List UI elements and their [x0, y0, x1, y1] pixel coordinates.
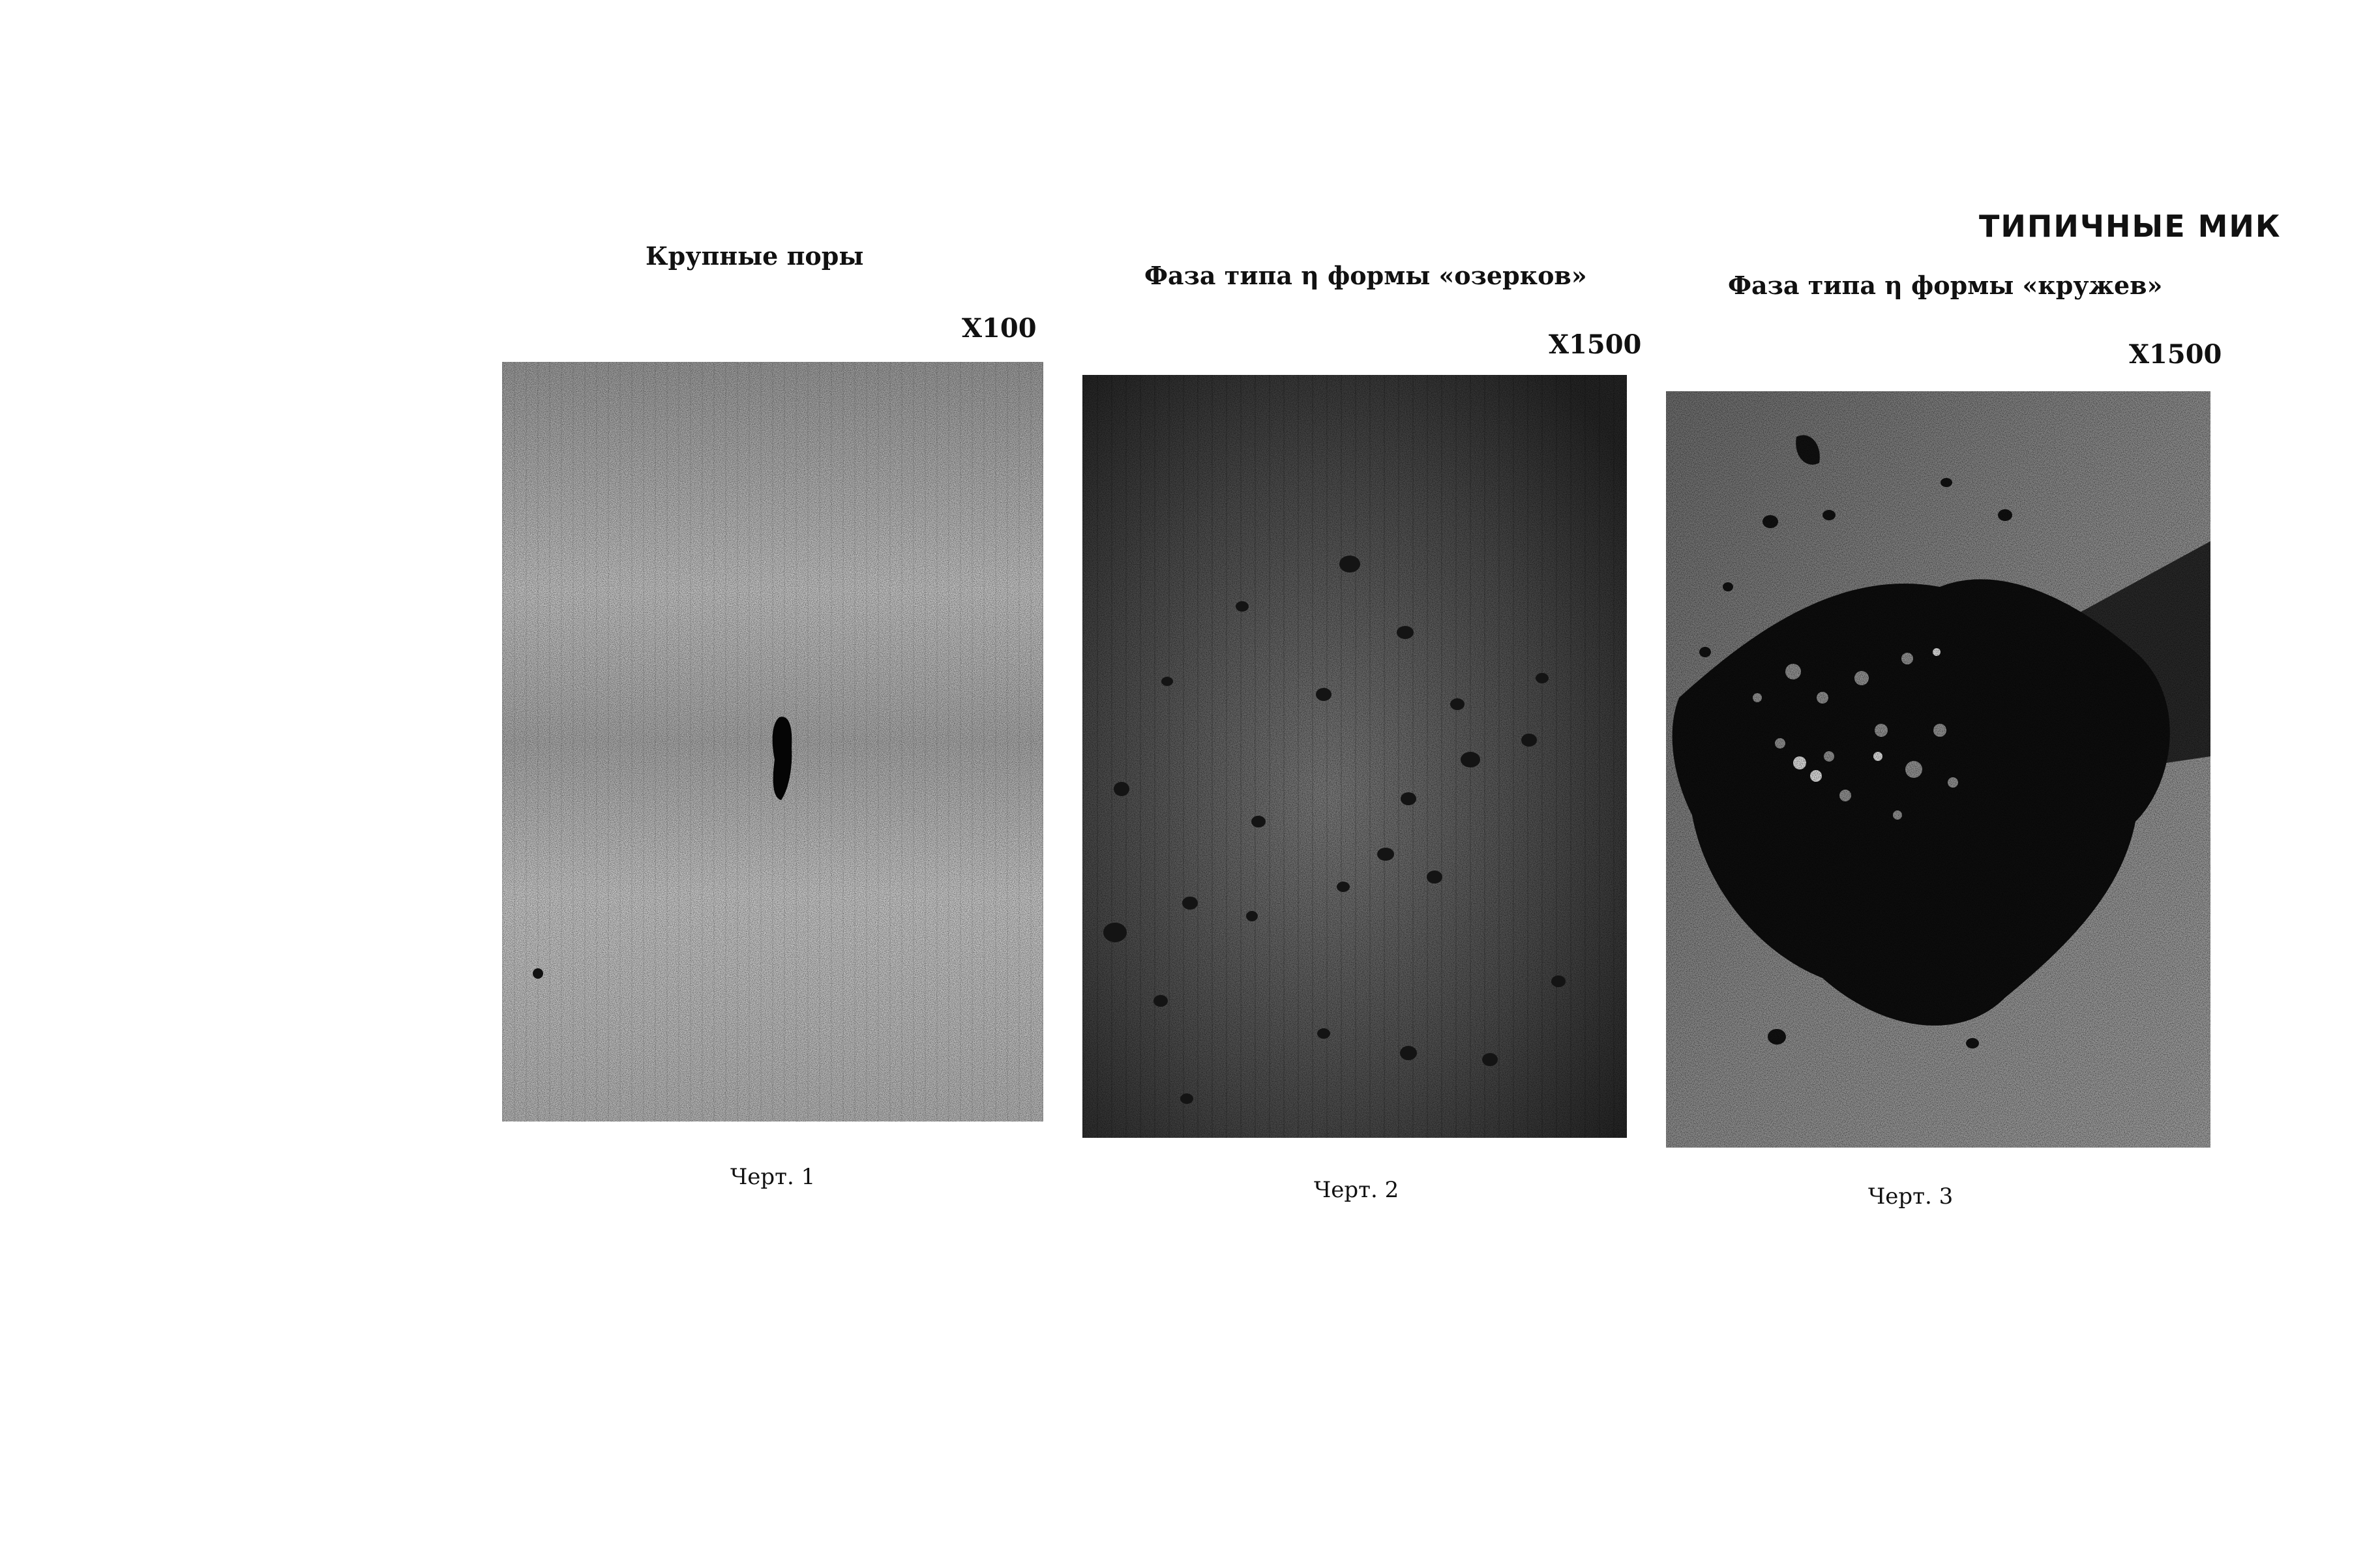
figure-3-magnification: X1500	[2129, 339, 2222, 370]
figure-3-caption: Черт. 3	[1868, 1183, 1954, 1210]
micrograph-1	[502, 362, 1043, 1122]
figure-1-title: Крупные поры	[646, 241, 864, 271]
figure-1-magnification: X100	[962, 313, 1037, 344]
figure-3-title: Фаза типа η формы «кружев»	[1728, 271, 2163, 300]
figure-2-caption: Черт. 2	[1314, 1177, 1399, 1203]
pore-small	[533, 968, 543, 979]
figure-2-title: Фаза типа η формы «озерков»	[1144, 261, 1587, 290]
figure-2-magnification: X1500	[1549, 329, 1642, 360]
micrograph-2	[1082, 375, 1627, 1138]
page-header: ТИПИЧНЫЕ МИК	[1979, 209, 2282, 244]
figure-1-caption: Черт. 1	[730, 1164, 816, 1190]
micrograph-3	[1666, 391, 2210, 1148]
